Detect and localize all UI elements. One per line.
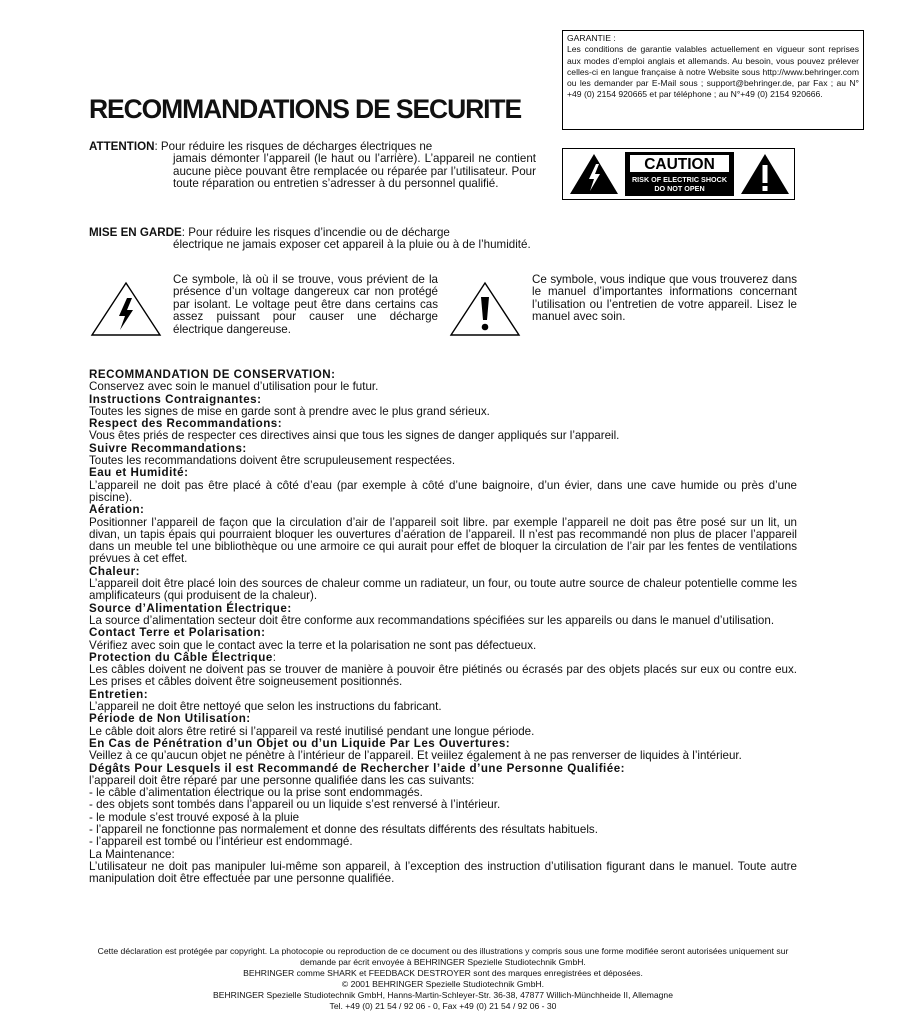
section-text: Veillez à ce qu’aucun objet ne pénètre à l’intérieur de l’appareil. Et veiilez également à ne pas renverser de liquides à l’intérieur. xyxy=(89,749,742,763)
mise-en-garde-first-line: : Pour réduire les risques d’incendie ou de décharge xyxy=(181,226,450,239)
section-heading: Protection du Câble Électrique xyxy=(89,650,273,664)
section-text: L’appareil ne doit pas être placé à côté d’eau (par exemple à côté d’une baignoire, d’un évier, dans une cave humide ou près d’une piscine). xyxy=(89,478,797,504)
section xyxy=(89,738,797,763)
section xyxy=(89,394,797,419)
section-heading: En Cas de Pénétration d’un Objet ou d’un Liquide Par Les Ouvertures: xyxy=(89,736,511,750)
section-heading: Eau et Humidité: xyxy=(89,466,189,480)
caution-line1: RISK OF ELECTRIC SHOCK xyxy=(631,175,728,184)
section xyxy=(89,467,797,504)
section-heading: Respect des Recommandations: xyxy=(89,417,283,431)
caution-label-graphic xyxy=(563,149,794,199)
warranty-box xyxy=(562,30,864,130)
section-text: La source d’alimentation secteur doit être conforme aux recommandations spécifiées sur les appareils ou dans le manuel d’utilisation. xyxy=(89,613,775,627)
exclamation-symbol-text: Ce symbole, vous indique que vous trouverez dans le manuel d’importantes informations concernant l’utilisation ou l’entretien de votre appareil. Lisez le manuel avec soin. xyxy=(532,273,797,324)
section-heading: Instructions Contraignantes: xyxy=(89,392,262,406)
section xyxy=(89,566,797,603)
section-text: Toutes les signes de mise en garde sont à prendre avec le plus grand sérieux. xyxy=(89,404,490,418)
list-item: - des objets sont tombés dans l’appareil ou un liquide s’est renversé à l’intérieur. xyxy=(89,798,501,812)
copyright-footer xyxy=(89,946,797,1012)
section-heading: Aération: xyxy=(89,503,145,517)
section-text: Conservez avec soin le manuel d’utilisation pour le futur. xyxy=(89,380,379,394)
lightning-symbol-text: Ce symbole, là où il se trouve, vous prévient de la présence d’un voltage dangereux car non protégé par isolant. Le voltage peut être dans certains cas assez puissant pour causer une décharge électrique dangereuse. xyxy=(173,273,438,336)
section-text: L’appareil ne doit être nettoyé que selon les instructions du fabricant. xyxy=(89,700,442,714)
mise-en-garde-label: MISE EN GARDE xyxy=(89,226,182,239)
caution-line2: DO NOT OPEN xyxy=(654,184,705,193)
caution-label xyxy=(562,148,795,200)
footer-line: BEHRINGER comme SHARK et FEEDBACK DESTROYER sont des marques enregistrées et déposées. xyxy=(243,968,643,978)
section-text: L’appareil doit être placé loin des sources de chaleur comme un radiateur, un four, ou toute autre source de chaleur potentielle comme les amplificateurs (qui produisent de la chaleur). xyxy=(89,577,797,603)
safety-recommendations xyxy=(89,369,797,885)
section-text: Vous êtes priés de respecter ces directives ainsi que tous les signes de danger appliqués sur l’appareil. xyxy=(89,429,620,443)
footer-line: Cette déclaration est protégée par copyright. La photocopie ou reproduction de ce document ou des illustrations y compris sous une forme modifiée seront autorisées uniquement sur demande par écrit envoyée à BEHRINGER Spezielle Studiotechnik GmbH. xyxy=(97,946,789,967)
section-heading: Contact Terre et Polarisation: xyxy=(89,626,266,640)
section xyxy=(89,443,797,468)
section xyxy=(89,689,797,714)
warranty-title: GARANTIE : xyxy=(567,33,616,43)
warranty-text: Les conditions de garantie valables actuellement en vigueur sont reprises aux modes d’emploi anglais et allemands. Au besoin, vous pouvez prélever celles-ci en langue française à notre Website sous http://www.behringer.com ou les demander par E-Mail sous ; support@behringer.de, par Fax ; au N° +49 (0) 2154 920665 et par téléphone ; au N°+49 (0) 2154 920666. xyxy=(567,44,859,100)
attention-text: jamais démonter l’appareil (le haut ou l’arrière). L’appareil ne contient aucune pièce pouvant être remplacée ou réparée par l’utilisateur. Pour toute réparation ou entretien s’adresser à du personnel qualifié. xyxy=(173,152,536,191)
section-text: Les câbles doivent ne doivent pas se trouver de manière à pouvoir être piétinés ou écrasés par des objets placés sur eux ou contre eux. Les prises et câbles doivent être soigneusement positionnés. xyxy=(89,663,797,689)
section xyxy=(89,713,797,738)
attention-first-line: : Pour réduire les risques de décharges électriques ne xyxy=(154,140,433,153)
list-item: - l’appareil ne fonctionne pas normalement et donne des résultats différents des résultats habituels. xyxy=(89,822,598,836)
section xyxy=(89,763,797,788)
attention-block xyxy=(89,141,536,191)
list-item: - l’appareil est tombé ou l’intérieur est endommagé. xyxy=(89,835,353,849)
footer-line: Tel. +49 (0) 21 54 / 92 06 - 0, Fax +49 (0) 21 54 / 92 06 - 30 xyxy=(329,1001,557,1011)
exclamation-warning-icon xyxy=(448,280,522,338)
page-title: RECOMMANDATIONS DE SECURITE xyxy=(89,94,522,124)
list-item: - le module s’est trouvé exposé à la pluie xyxy=(89,810,300,824)
section-heading: Chaleur: xyxy=(89,564,141,578)
section-heading: Source d’Alimentation Électrique: xyxy=(89,601,292,615)
footer-line: © 2001 BEHRINGER Spezielle Studiotechnik GmbH. xyxy=(341,979,545,989)
section-heading: Dégâts Pour Lesquels il est Recommandé de Rechercher l’aide d’une Personne Qualifiée: xyxy=(89,761,626,775)
section-text: Vérifiez avec soin que le contact avec la terre et la polarisation ne sont pas défectueux. xyxy=(89,638,537,652)
section-heading: Suivre Recommandations: xyxy=(89,441,247,455)
attention-label: ATTENTION xyxy=(89,140,155,153)
section xyxy=(89,418,797,443)
section xyxy=(89,603,797,628)
mise-en-garde-block xyxy=(89,227,531,252)
section xyxy=(89,627,797,652)
section xyxy=(89,369,797,394)
footer-line: BEHRINGER Spezielle Studiotechnik GmbH, Hanns-Martin-Schleyer-Str. 36-38, 47877 Willich-Münchheide II, Allemagne xyxy=(213,990,673,1000)
section-heading: RECOMMANDATION DE CONSERVATION: xyxy=(89,368,336,381)
section-heading: Entretien: xyxy=(89,687,149,701)
list-item: - le câble d’alimentation électrique ou la prise sont endommagés. xyxy=(89,786,423,800)
section-text: Toutes les recommandations doivent être scrupuleusement respectées. xyxy=(89,454,456,468)
section-text: Le câble doit alors être retiré si l’appareil va resté inutilisé pendant une longue période. xyxy=(89,724,535,738)
section: Protection du Câble Électrique: Les câbles doivent ne doivent pas se trouver de manière à pouvoir être piétinés ou écrasés par des objets placés sur eux ou contre eux. Les prises et câbles doivent être soigneusement positionnés. xyxy=(89,650,797,689)
section-text: l’appareil doit être réparé par une personne qualifiée dans les cas suivants: xyxy=(89,773,475,787)
mise-en-garde-text: électrique ne jamais exposer cet appareil à la pluie ou à de l’humidité. xyxy=(173,238,531,252)
maintenance-text: L’utilisateur ne doit pas manipuler lui-même son appareil, à l’exception des instruction d’utilisation figurant dans le manuel. Toute autre manipulation doit être effectuée par une personne qualifiée. xyxy=(89,859,797,886)
section-text: Positionner l’appareil de façon que la circulation d’air de l’appareil soit libre. par exemple l’appareil ne doit pas être posé sur un lit, un divan, un tapis épais qui pourraient bloquer les ouvertures d’aération de l’appareil. Il n’est pas recommandé non plus de placer l’appareil dans un meuble tel une bibliothèque ou une armoire ce qui aurait pour effet de bloquer la circulation de l’air par les fentes de ventilations prévues à cet effet. xyxy=(89,515,797,566)
caution-title: CAUTION xyxy=(644,156,715,173)
maintenance-heading: La Maintenance: xyxy=(89,847,175,861)
section-heading: Période de Non Utilisation: xyxy=(89,712,251,726)
section xyxy=(89,504,797,565)
lightning-warning-icon xyxy=(89,280,163,338)
